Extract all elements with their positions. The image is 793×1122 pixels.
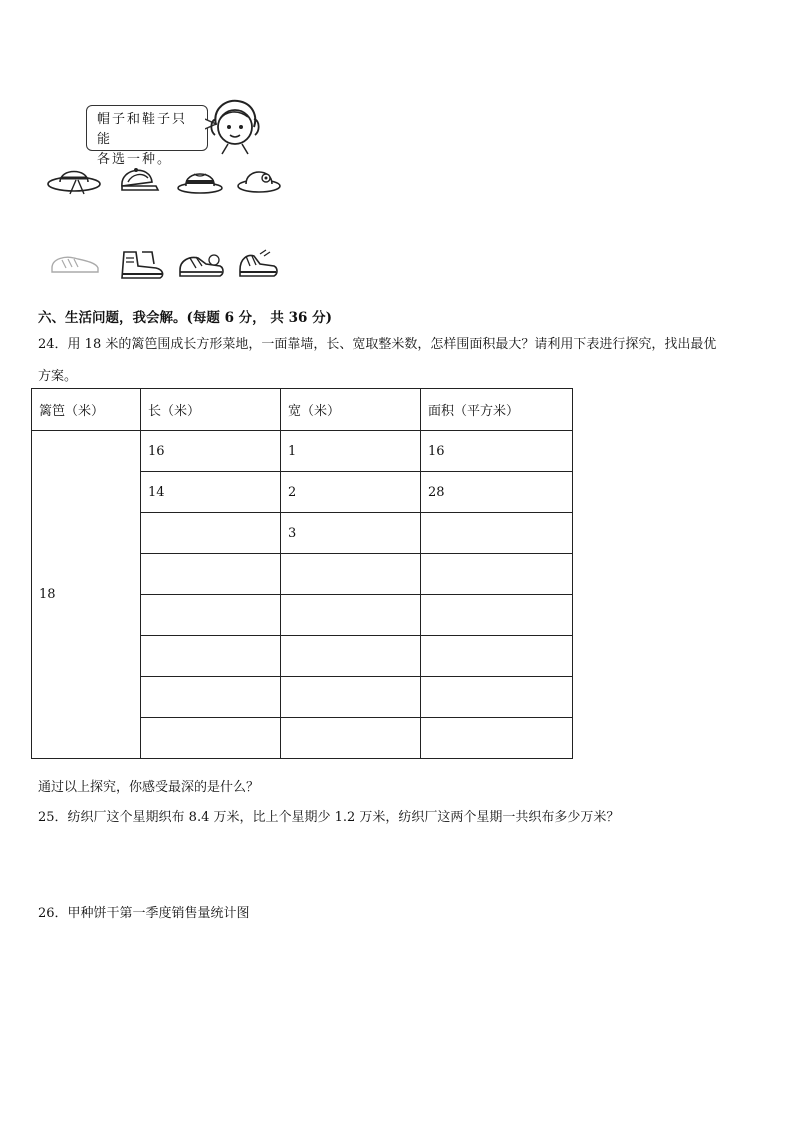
length-cell	[141, 513, 281, 554]
area-cell	[421, 595, 573, 636]
bubble-line-2: 各选一种。	[97, 152, 173, 167]
length-cell: 16	[141, 431, 281, 472]
area-cell: 16	[421, 431, 573, 472]
width-cell: 3	[281, 513, 421, 554]
header-length: 长（米）	[141, 389, 281, 431]
area-cell	[421, 636, 573, 677]
header-fence: 篱笆（米）	[32, 389, 141, 431]
header-area: 面积（平方米）	[421, 389, 573, 431]
girl-icon	[208, 97, 262, 155]
length-cell	[141, 554, 281, 595]
skate-shoe-icon	[236, 248, 280, 280]
q24-text-line-2: 方案。	[38, 369, 78, 384]
sun-hat-icon	[46, 162, 102, 196]
q24-table	[31, 388, 573, 759]
length-cell	[141, 636, 281, 677]
bubble-line-1: 帽子和鞋子只能	[97, 112, 188, 147]
sneaker-icon	[48, 248, 102, 278]
fence-cell: 18	[32, 431, 141, 759]
width-cell	[281, 554, 421, 595]
area-cell: 28	[421, 472, 573, 513]
length-cell: 14	[141, 472, 281, 513]
area-cell	[421, 718, 573, 759]
area-cell	[421, 554, 573, 595]
width-cell	[281, 595, 421, 636]
width-cell: 1	[281, 431, 421, 472]
width-cell	[281, 636, 421, 677]
q24-text-line-1: 24．用 18 米的篱笆围成长方形菜地，一面靠墙，长、宽取整米数，怎样围面积最大？请利用下表进行探究，找出最优	[38, 337, 717, 352]
width-cell	[281, 677, 421, 718]
area-cell	[421, 677, 573, 718]
area-cell	[421, 513, 573, 554]
q25-text: 25．纺织厂这个星期织布 8.4 万米，比上个星期少 1.2 万米，纺织厂这两个星期一共织布多少万米？	[38, 810, 620, 825]
speech-bubble	[86, 105, 208, 167]
fedora-icon	[176, 162, 224, 196]
section-6-title: 六、生活问题，我会解。(每题 6 分， 共 36 分)	[38, 310, 332, 326]
length-cell	[141, 677, 281, 718]
cap-icon	[116, 162, 160, 196]
length-cell	[141, 595, 281, 636]
table-header-row	[32, 389, 573, 431]
boot-icon	[116, 248, 168, 282]
flower-hat-icon	[236, 162, 282, 196]
sport-shoe-icon	[176, 248, 226, 280]
width-cell	[281, 718, 421, 759]
length-cell	[141, 718, 281, 759]
header-width: 宽（米）	[281, 389, 421, 431]
q26-text: 26．甲种饼干第一季度销售量统计图	[38, 906, 250, 921]
q24-followup: 通过以上探究，你感受最深的是什么？	[38, 780, 260, 795]
width-cell: 2	[281, 472, 421, 513]
table-row	[32, 431, 573, 472]
